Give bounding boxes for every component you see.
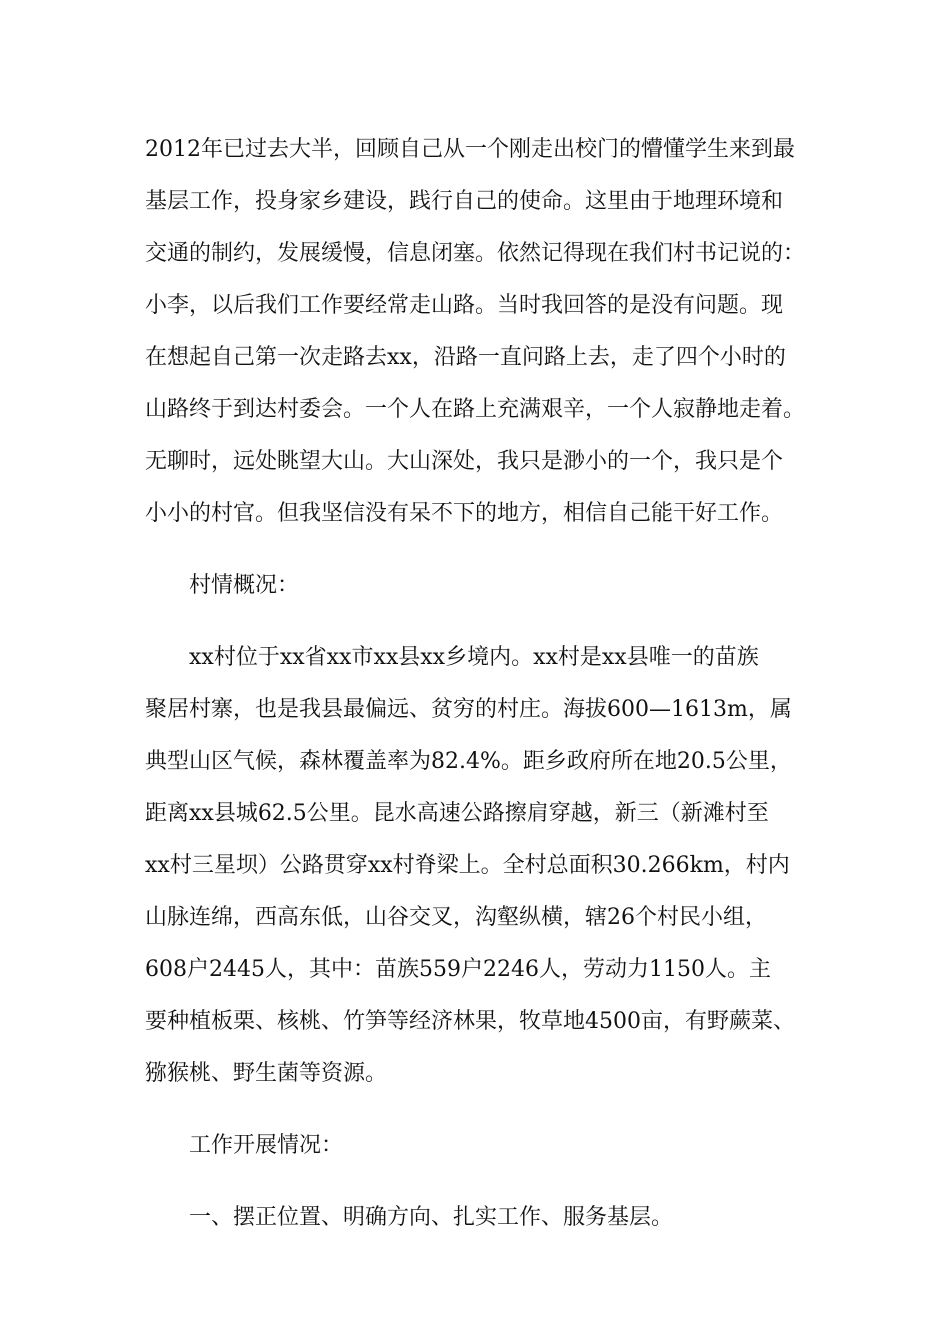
section-heading-village-overview: 村情概况： (189, 573, 300, 598)
paragraph-1-line-2: 基层工作，投身家乡建设，践行自己的使命。这里由于地理环境和 (145, 189, 784, 214)
paragraph-1-line-1: 2012年已过去大半，回顾自己从一个刚走出校门的懵懂学生来到最 (145, 137, 795, 162)
paragraph-2-line-1: xx村位于xx省xx市xx县xx乡境内。xx村是xx县唯一的苗族 (189, 645, 759, 670)
paragraph-2-line-6: 山脉连绵，西高东低，山谷交叉，沟壑纵横，辖26个村民小组， (145, 905, 767, 930)
paragraph-1-line-4: 小李，以后我们工作要经常走山路。当时我回答的是没有问题。现 (145, 293, 784, 318)
paragraph-2-line-8: 要种植板栗、核桃、竹笋等经济林果，牧草地4500亩，有野蕨菜、 (145, 1009, 795, 1034)
paragraph-1-line-3: 交通的制约，发展缓慢，信息闭塞。依然记得现在我们村书记说的： (145, 241, 806, 266)
paragraph-2-line-4: 距离xx县城62.5公里。昆水高速公路擦肩穿越，新三（新滩村至 (145, 801, 769, 826)
paragraph-1-line-7: 无聊时，远处眺望大山。大山深处，我只是渺小的一个，我只是个 (145, 449, 784, 474)
section-heading-work-situation: 工作开展情况： (189, 1133, 344, 1158)
paragraph-1-line-8: 小小的村官。但我坚信没有呆不下的地方，相信自己能干好工作。 (145, 501, 784, 526)
list-item-1: 一、摆正位置、明确方向、扎实工作、服务基层。 (189, 1205, 674, 1230)
paragraph-2-line-2: 聚居村寨，也是我县最偏远、贫穷的村庄。海拔600—1613m，属 (145, 697, 792, 722)
paragraph-2-line-7: 608户2445人，其中：苗族559户2246人，劳动力1150人。主 (145, 957, 771, 982)
paragraph-2-line-3: 典型山区气候，森林覆盖率为82.4%。距乡政府所在地20.5公里， (145, 749, 792, 774)
paragraph-1-line-5: 在想起自己第一次走路去xx，沿路一直问路上去，走了四个小时的 (145, 345, 786, 370)
paragraph-1-line-6: 山路终于到达村委会。一个人在路上充满艰辛，一个人寂静地走着。 (145, 397, 806, 422)
paragraph-2-line-9: 猕猴桃、野生菌等资源。 (145, 1061, 388, 1086)
paragraph-2-line-5: xx村三星坝）公路贯穿xx村脊梁上。全村总面积30.266km，村内 (145, 853, 790, 878)
